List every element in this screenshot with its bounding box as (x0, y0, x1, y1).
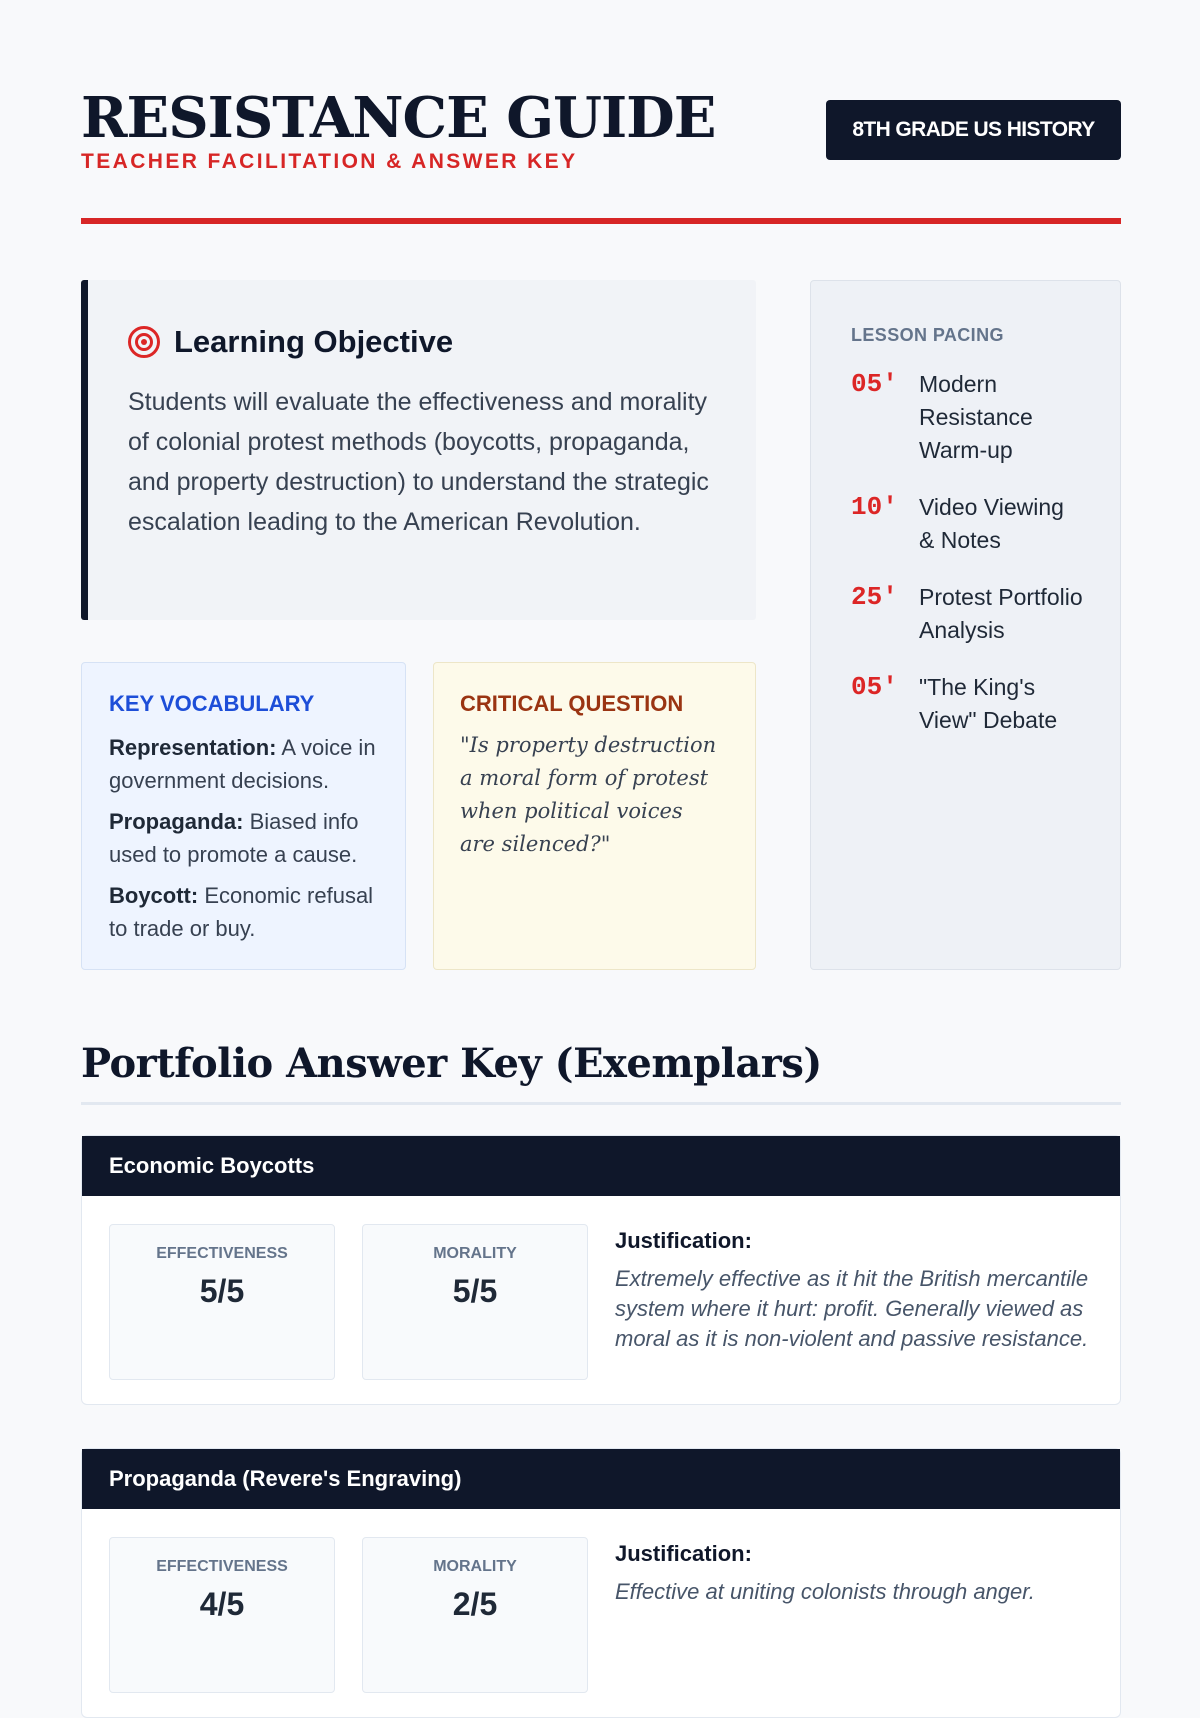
target-icon (128, 326, 160, 358)
objective-heading (128, 324, 453, 360)
header (81, 85, 1121, 228)
vocabulary-item (109, 805, 389, 871)
justification-text: Extremely effective as it hit the British mercantile system where it hurt: profit. Generally viewed as moral as it is non-violent and passive resistance. (615, 1266, 1089, 1351)
score-label: MORALITY (433, 1558, 517, 1575)
pacing-minutes: 25' (851, 582, 898, 612)
vocabulary-definition: A voice in government decisions. (109, 735, 376, 793)
effectiveness-score: 4/5 (199, 1586, 245, 1622)
justification (615, 1541, 1095, 1607)
critical-question-text: "Is property destruction a moral form of protest when political voices are silenced?" (460, 733, 717, 856)
pacing-minutes: 05' (851, 672, 898, 702)
pacing-minutes: 10' (851, 492, 898, 522)
grade-badge: 8TH GRADE US HISTORY (826, 100, 1121, 160)
justification-label: Justification: (615, 1228, 752, 1253)
morality-score-box (362, 1224, 588, 1380)
justification (615, 1228, 1095, 1354)
answer-card (81, 1135, 1121, 1405)
vocabulary-definition: Economic refusal to trade or buy. (109, 883, 374, 941)
pacing-activity: Modern Resistance Warm-up (919, 371, 1033, 463)
pacing-item (851, 581, 1120, 647)
justification-text: Effective at uniting colonists through anger. (615, 1579, 1035, 1604)
vocabulary-term: Propaganda: (109, 809, 244, 834)
key-vocabulary-panel (81, 662, 406, 970)
pacing-minutes: 05' (851, 369, 898, 399)
critical-question-title: CRITICAL QUESTION (460, 691, 684, 716)
objective-title: Learning Objective (174, 324, 454, 359)
score-label: EFFECTIVENESS (156, 1245, 288, 1262)
morality-score-box (362, 1537, 588, 1693)
answer-card (81, 1448, 1121, 1718)
pacing-activity: Video Viewing & Notes (919, 494, 1064, 553)
pacing-item (851, 671, 1120, 737)
vocabulary-item (109, 879, 389, 945)
header-divider (81, 218, 1121, 224)
justification-label: Justification: (615, 1541, 752, 1566)
score-label: MORALITY (433, 1245, 517, 1262)
critical-question-panel (433, 662, 756, 970)
pacing-activity: Protest Portfolio Analysis (919, 584, 1083, 643)
vocabulary-item (109, 731, 389, 797)
pacing-item (851, 368, 1120, 467)
learning-objective-panel (81, 280, 756, 620)
objective-text: Students will evaluate the effectiveness and morality of colonial protest methods (boycotts, propaganda, and property destruction) to understand the strategic escalation leading to the American Revolution. (128, 388, 709, 536)
lesson-pacing-panel (810, 280, 1121, 970)
vocabulary-title: KEY VOCABULARY (109, 691, 315, 716)
section-divider (81, 1102, 1121, 1105)
section-title: Portfolio Answer Key (Exemplars) (81, 1040, 822, 1087)
effectiveness-score-box (109, 1537, 335, 1693)
vocabulary-term: Boycott: (109, 883, 199, 908)
vocabulary-term: Representation: (109, 735, 277, 760)
card-title: Economic Boycotts (82, 1136, 1120, 1196)
pacing-activity: "The King's View" Debate (919, 674, 1058, 733)
effectiveness-score: 5/5 (199, 1273, 245, 1309)
score-label: EFFECTIVENESS (156, 1558, 288, 1575)
vocabulary-definition: Biased info used to promote a cause. (109, 809, 359, 867)
page-subtitle: TEACHER FACILITATION & ANSWER KEY (81, 150, 578, 173)
card-title: Propaganda (Revere's Engraving) (82, 1449, 1120, 1509)
teacher-guide-page (81, 0, 1121, 1622)
effectiveness-score-box (109, 1224, 335, 1380)
pacing-title: LESSON PACING (851, 325, 1004, 345)
morality-score: 2/5 (452, 1586, 498, 1622)
page-title: RESISTANCE GUIDE (81, 85, 716, 151)
pacing-item (851, 491, 1120, 557)
morality-score: 5/5 (452, 1273, 498, 1309)
